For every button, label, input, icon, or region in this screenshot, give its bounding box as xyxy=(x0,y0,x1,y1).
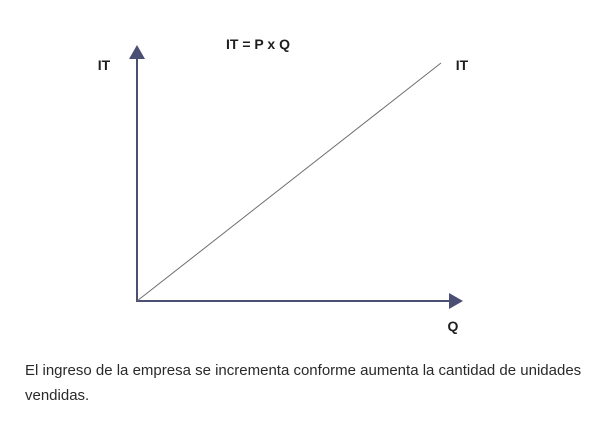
chart-title: IT = P x Q xyxy=(226,36,290,52)
x-axis-label: Q xyxy=(447,318,459,334)
y-axis-arrowhead xyxy=(129,45,145,59)
series-layer xyxy=(137,57,469,301)
x-axis-arrowhead xyxy=(449,293,463,309)
y-axis-label: IT xyxy=(97,57,111,73)
figure-caption: El ingreso de la empresa se incrementa conforme aumenta la cantidad de unidades vendidas. xyxy=(25,362,582,404)
series-label-it: IT xyxy=(455,57,469,73)
series-line-it xyxy=(137,63,441,301)
